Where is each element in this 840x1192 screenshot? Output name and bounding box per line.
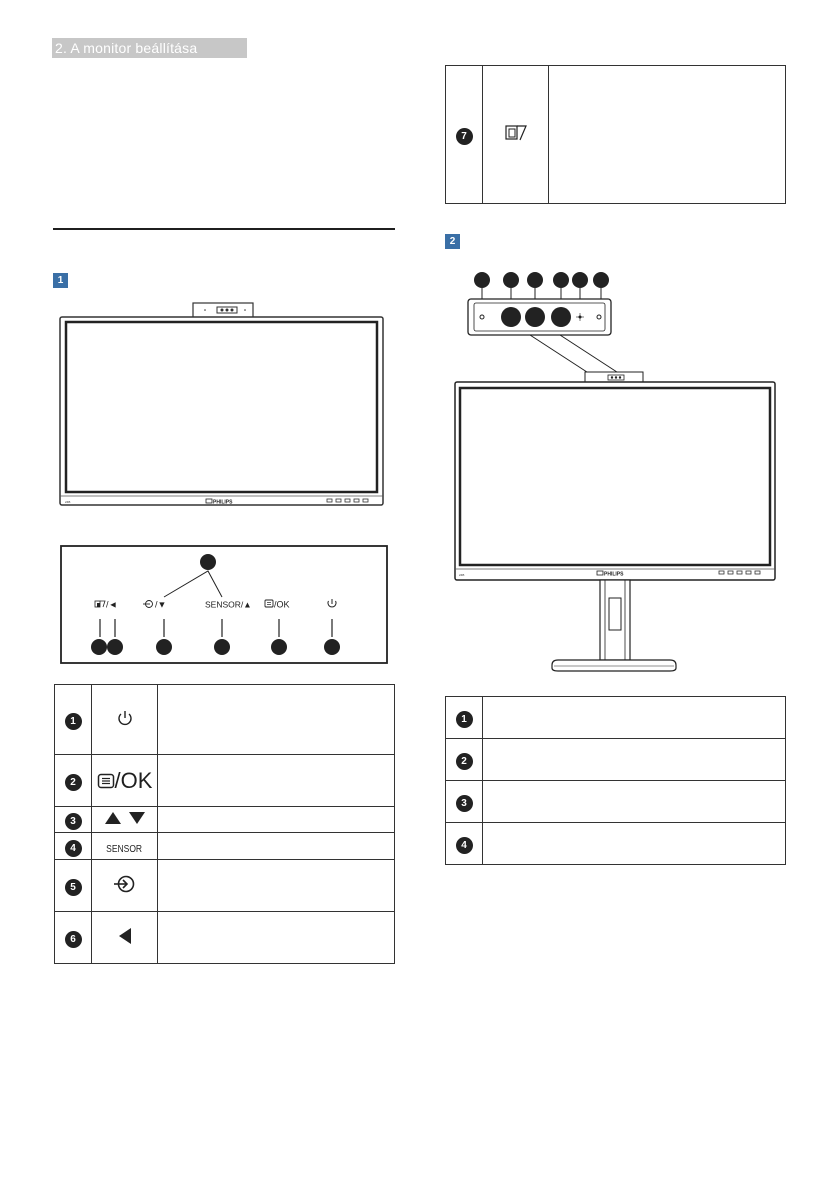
table-row <box>446 697 786 739</box>
control-panel-diagram <box>60 545 390 665</box>
row-number: 4 <box>456 837 473 854</box>
table-row <box>446 781 786 823</box>
table-row <box>446 66 786 204</box>
brand-logo: PHILIPS <box>213 499 233 506</box>
label-menu-ok: /OK <box>274 599 290 610</box>
table-row <box>55 685 395 755</box>
input-icon <box>112 873 138 895</box>
row-number: 4 <box>65 840 82 857</box>
table-row <box>55 860 395 912</box>
up-down-arrows-icon <box>103 810 147 826</box>
figure-number-2: 2 <box>445 234 460 249</box>
description-cell <box>158 860 395 912</box>
svg-text:24B: 24B <box>65 500 71 504</box>
table-row <box>55 755 395 807</box>
description-cell <box>483 697 786 739</box>
description-cell <box>158 807 395 833</box>
label-sensor-up: SENSOR/▲ <box>205 599 252 610</box>
description-cell <box>483 739 786 781</box>
table-row <box>446 823 786 865</box>
chapter-title: 2. A monitor beállítása <box>52 38 247 58</box>
row-number: 5 <box>65 879 82 896</box>
svg-text:24B: 24B <box>459 573 465 577</box>
row-number: 6 <box>65 931 82 948</box>
description-cell <box>483 823 786 865</box>
row-number: 3 <box>456 795 473 812</box>
description-cell <box>483 781 786 823</box>
menu-icon <box>97 772 115 790</box>
table-row <box>446 739 786 781</box>
controls-table-left <box>54 684 395 964</box>
table-row <box>55 912 395 964</box>
webcam-table <box>445 696 786 865</box>
table-row <box>55 833 395 860</box>
monitor-front-view <box>55 298 390 508</box>
row-number: 1 <box>65 713 82 730</box>
controls-table-top-right <box>445 65 786 204</box>
left-arrow-icon <box>117 927 133 945</box>
label-left-arrow: /◄ <box>106 599 118 610</box>
description-cell <box>158 755 395 807</box>
smartimage-icon <box>504 123 528 143</box>
row-number: 1 <box>456 711 473 728</box>
description-cell <box>158 912 395 964</box>
row-number: 2 <box>456 753 473 770</box>
ok-label: /OK <box>114 767 153 793</box>
label-down-arrow: /▼ <box>155 599 167 610</box>
sensor-icon: SENSOR <box>106 843 143 855</box>
description-cell <box>158 685 395 755</box>
description-cell <box>549 66 786 204</box>
section-rule <box>53 228 395 230</box>
row-number: 2 <box>65 774 82 791</box>
row-number: 7 <box>456 128 473 145</box>
brand-logo: PHILIPS <box>604 571 624 578</box>
description-cell <box>158 833 395 860</box>
table-row <box>55 807 395 833</box>
figure-number-1: 1 <box>53 273 68 288</box>
power-icon <box>115 708 135 728</box>
monitor-side-view-with-webcam <box>450 268 790 688</box>
row-number: 3 <box>65 813 82 830</box>
